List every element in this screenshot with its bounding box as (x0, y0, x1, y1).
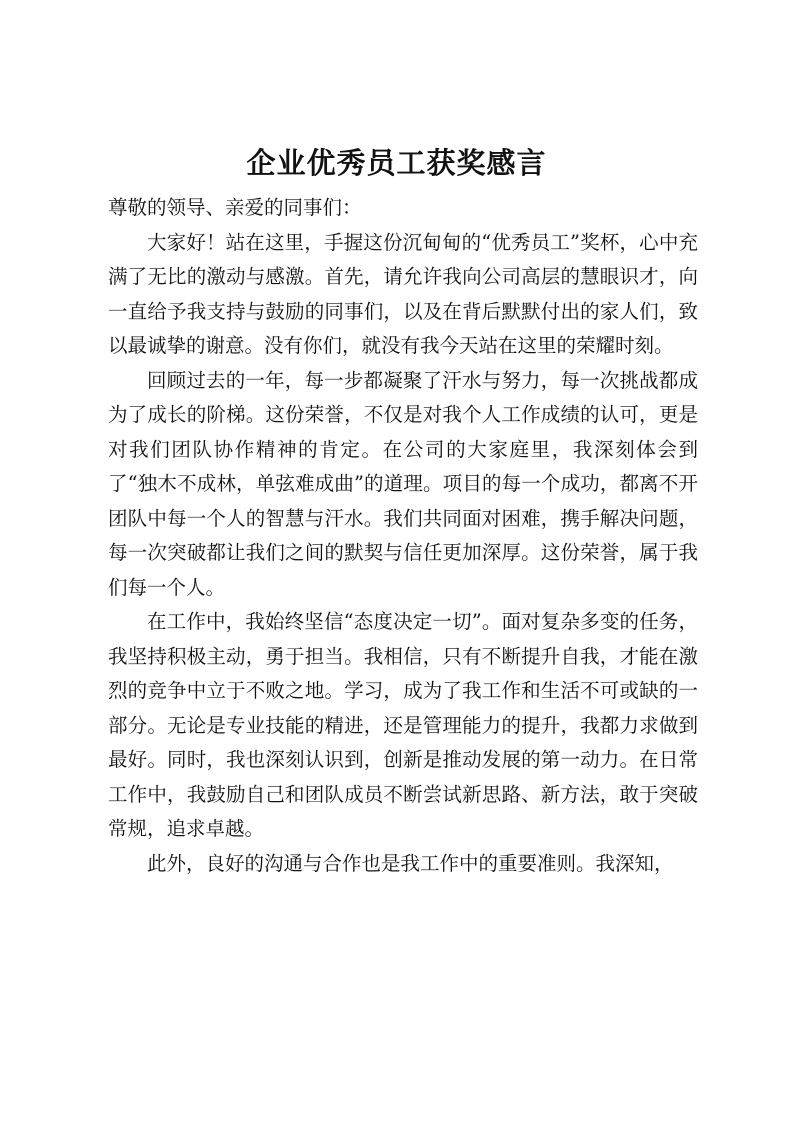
paragraph-3: 在工作中，我始终坚信“态度决定一切”。面对复杂多变的任务，我坚持积极主动，勇于担当。我相信，只有不断提升自我，才能在激烈的竞争中立于不败之地。学习，成为了我工作和生活不可或缺的一部分。无论是专业技能的精进，还是管理能力的提升，我都力求做到最好。同时，我也深刻认识到，创新是推动发展的第一动力。在日常工作中，我鼓励自己和团队成员不断尝试新思路、新方法，敢于突破常规，追求卓越。 (108, 610, 698, 840)
document-body (108, 191, 698, 881)
paragraph-2: 回顾过去的一年，每一步都凝聚了汗水与努力，每一次挑战都成为了成长的阶梯。这份荣誉，不仅是对我个人工作成绩的认可，更是对我们团队协作精神的肯定。在公司的大家庭里，我深刻体会到了“独木不成林，单弦难成曲”的道理。项目的每一个成功，都离不开团队中每一个人的智慧与汗水。我们共同面对困难，携手解决问题，每一次突破都让我们之间的默契与信任更加深厚。这份荣誉，属于我们每一个人。 (108, 368, 698, 599)
document-title: 企业优秀员工获奖感言 (246, 146, 547, 180)
paragraph-4: 此外，良好的沟通与合作也是我工作中的重要准则。我深知， (147, 851, 674, 875)
paragraph-1: 大家好！站在这里，手握这份沉甸甸的“优秀员工”奖杯，心中充满了无比的激动与感激。首先，请允许我向公司高层的慧眼识才，向一直给予我支持与鼓励的同事们，以及在背后默默付出的家人们，致以最诚挚的谢意。没有你们，就没有我今天站在这里的荣耀时刻。 (108, 230, 698, 357)
salutation: 尊敬的领导、亲爱的同事们： (108, 196, 362, 219)
